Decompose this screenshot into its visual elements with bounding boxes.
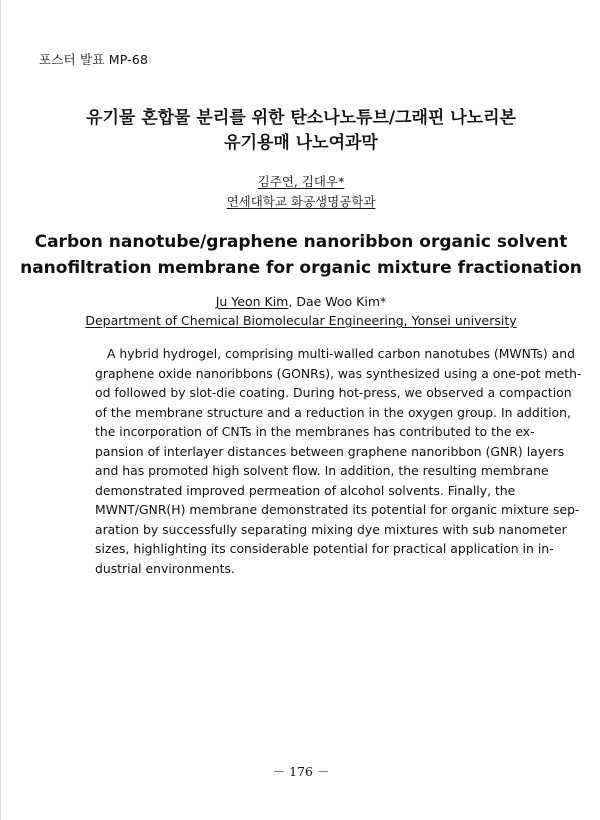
english-title-line1: Carbon nanotube/graphene nanoribbon organic solvent <box>34 232 568 252</box>
english-authors-block <box>1 292 600 330</box>
abstract-line: of the membrane structure and a reduction in the oxygen group. In addition, <box>95 404 571 420</box>
abstract-line: MWNT/GNR(H) membrane demonstrated its potential for organic mixture sep- <box>95 502 580 517</box>
english-affiliation: Department of Chemical Biomolecular Engineering, Yonsei university <box>85 313 517 328</box>
page-number: － 176 － <box>272 764 330 779</box>
abstract-line: dustrial environments. <box>95 560 235 576</box>
korean-title <box>1 106 600 156</box>
korean-authors: 김주연, 김대우* <box>257 174 345 189</box>
abstract-line: and has promoted high solvent flow. In addition, the resulting membrane <box>95 463 549 478</box>
abstract-line: sizes, highlighting its considerable potential for practical application in in- <box>95 541 554 556</box>
abstract-line: A hybrid hydrogel, comprising multi-walled carbon nanotubes (MWNTs) and <box>107 346 575 361</box>
abstract <box>95 344 582 578</box>
korean-authors-block <box>1 172 600 212</box>
english-authors <box>1 292 600 311</box>
korean-title-line2: 유기용매 나노여과막 <box>224 133 378 153</box>
english-author-1: Ju Yeon Kim <box>215 294 289 309</box>
korean-affiliation: 연세대학교 화공생명공학과 <box>226 194 376 209</box>
poster-code: 포스터 발표 MP-68 <box>39 52 149 67</box>
abstract-line: graphene oxide nanoribbons (GONRs), was synthesized using a one-pot meth- <box>95 365 582 381</box>
abstract-line: pansion of interlayer distances between graphene nanoribbon (GNR) layers <box>95 443 565 459</box>
author-separator: , <box>288 294 297 309</box>
english-author-2: Dae Woo Kim* <box>296 294 387 309</box>
abstract-line: aration by successfully separating mixing dye mixtures with sub nanometer <box>95 521 567 537</box>
english-title-line2: nanofiltration membrane for organic mixture fractionation <box>20 258 582 278</box>
abstract-line: the incorporation of CNTs in the membranes has contributed to the ex- <box>95 424 535 439</box>
abstract-line: demonstrated improved permeation of alcohol solvents. Finally, the <box>95 482 516 498</box>
abstract-line: od followed by slot-die coating. During hot-press, we observed a compaction <box>95 385 572 400</box>
english-title <box>1 229 600 281</box>
korean-title-line1: 유기물 혼합물 분리를 위한 탄소나노튜브/그래핀 나노리본 <box>86 108 516 128</box>
